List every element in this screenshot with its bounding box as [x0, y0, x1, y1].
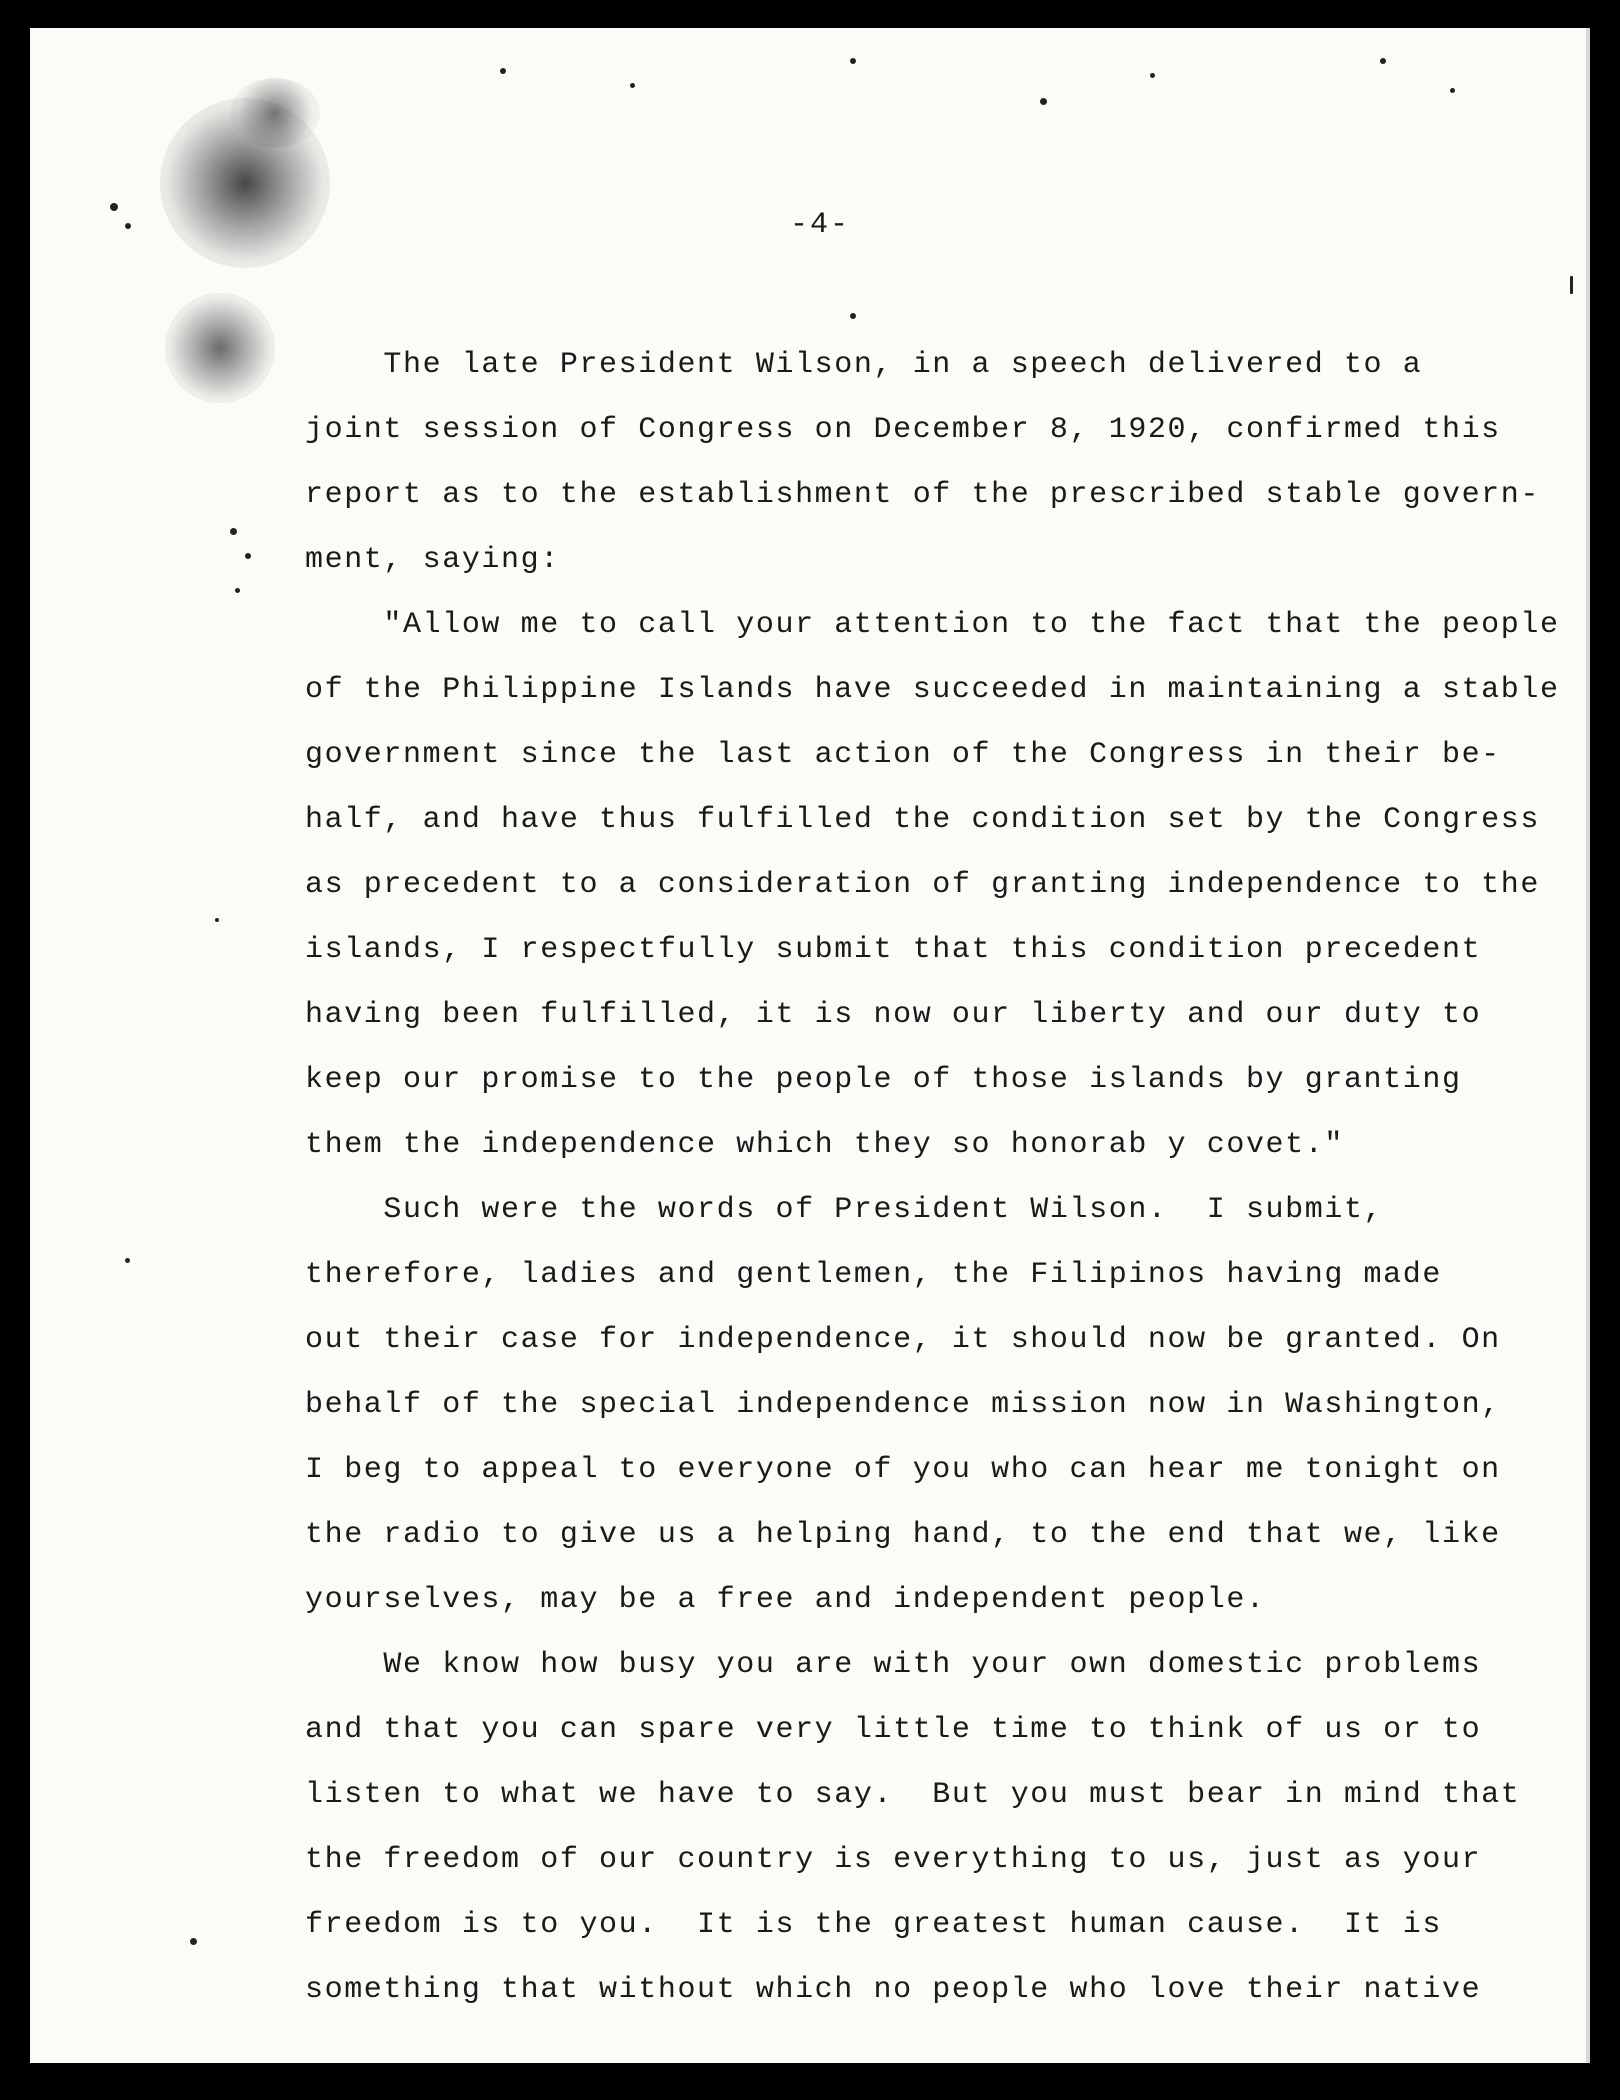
- text-line: therefore, ladies and gentlemen, the Filipinos having made: [305, 1258, 1442, 1292]
- text-line: keep our promise to the people of those islands by granting: [305, 1063, 1462, 1097]
- text-line: The late President Wilson, in a speech delivered to a: [305, 348, 1423, 382]
- ink-smudge: [230, 78, 320, 148]
- speck: [1380, 58, 1386, 64]
- speck: [215, 918, 219, 922]
- text-line: the radio to give us a helping hand, to the end that we, like: [305, 1518, 1501, 1552]
- speck: [850, 313, 856, 319]
- page-number: -4-: [790, 208, 851, 242]
- speck: [230, 528, 237, 535]
- speck: [630, 83, 635, 88]
- text-line: report as to the establishment of the prescribed stable govern-: [305, 478, 1540, 512]
- speck: [1450, 88, 1455, 93]
- text-line: yourselves, may be a free and independent people.: [305, 1583, 1266, 1617]
- speck: [850, 58, 856, 64]
- text-line: them the independence which they so honorab y covet.": [305, 1128, 1344, 1162]
- text-line: "Allow me to call your attention to the fact that the people: [305, 608, 1560, 642]
- page-edge: [1586, 28, 1590, 2063]
- text-line: I beg to appeal to everyone of you who can hear me tonight on: [305, 1453, 1501, 1487]
- text-line: islands, I respectfully submit that this condition precedent: [305, 933, 1482, 967]
- text-line: We know how busy you are with your own domestic problems: [305, 1648, 1482, 1682]
- text-line: as precedent to a consideration of granting independence to the: [305, 868, 1540, 902]
- speck: [1040, 98, 1047, 105]
- text-line: listen to what we have to say. But you must bear in mind that: [305, 1778, 1521, 1812]
- text-line: freedom is to you. It is the greatest human cause. It is: [305, 1908, 1442, 1942]
- text-line: having been fulfilled, it is now our liberty and our duty to: [305, 998, 1482, 1032]
- document-page: [30, 28, 1590, 2063]
- speck: [125, 1258, 130, 1263]
- text-line: and that you can spare very little time to think of us or to: [305, 1713, 1482, 1747]
- text-line: half, and have thus fulfilled the condition set by the Congress: [305, 803, 1540, 837]
- text-line: behalf of the special independence mission now in Washington,: [305, 1388, 1501, 1422]
- text-line: ment, saying:: [305, 543, 560, 577]
- text-line: government since the last action of the Congress in their be-: [305, 738, 1501, 772]
- text-line: Such were the words of President Wilson. I submit,: [305, 1193, 1384, 1227]
- speck: [125, 223, 131, 229]
- ink-smudge: [165, 293, 275, 403]
- speck: [1150, 73, 1155, 78]
- speck: [190, 1938, 197, 1945]
- speck: [500, 68, 506, 74]
- speck: [235, 588, 240, 593]
- text-line: the freedom of our country is everything to us, just as your: [305, 1843, 1482, 1877]
- text-line: joint session of Congress on December 8, 1920, confirmed this: [305, 413, 1501, 447]
- text-line: of the Philippine Islands have succeeded in maintaining a stable: [305, 673, 1560, 707]
- speck: [245, 553, 251, 559]
- text-line: out their case for independence, it should now be granted. On: [305, 1323, 1501, 1357]
- text-line: something that without which no people who love their native: [305, 1973, 1482, 2007]
- speck: [1570, 276, 1573, 294]
- speck: [110, 203, 118, 211]
